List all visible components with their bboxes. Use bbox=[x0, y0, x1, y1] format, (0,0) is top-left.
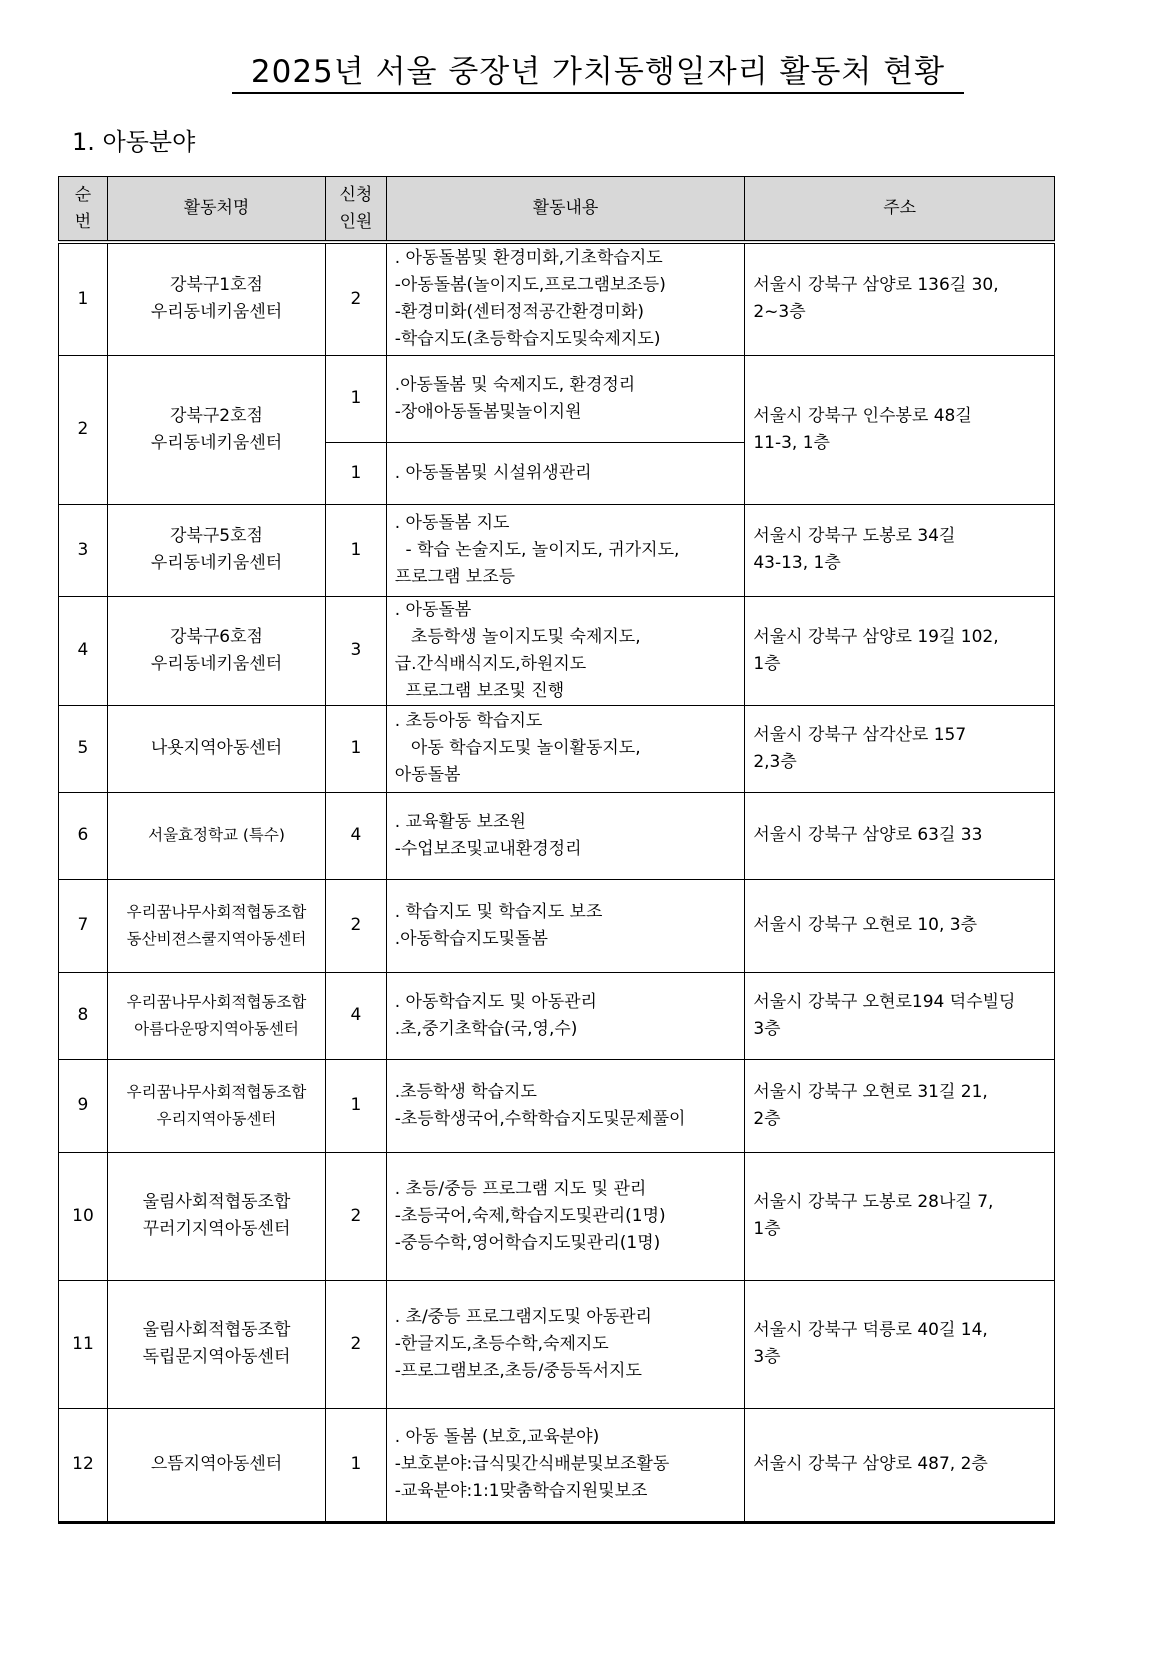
activity-line: -한글지도,초등수학,숙제지도 bbox=[394, 1333, 609, 1354]
address-line: 2,3층 bbox=[753, 751, 797, 772]
address-line: 서울시 강북구 오현로 31길 21, bbox=[753, 1081, 988, 1102]
activity-line: -교육분야:1:1맞춤학습지원및보조 bbox=[394, 1481, 648, 1501]
address-line: 서울시 강북구 오현로194 덕수빌딩 bbox=[753, 991, 1016, 1012]
address-line: 43-13, 1층 bbox=[753, 553, 841, 573]
worksite-name-line: 독립문지역아동센터 bbox=[142, 1347, 291, 1367]
applicant-count bbox=[326, 1408, 387, 1522]
applicant-count bbox=[326, 1059, 387, 1152]
applicant-count bbox=[326, 1280, 387, 1408]
worksite-name-line: 나욧지역아동센터 bbox=[150, 738, 283, 758]
applicant-count bbox=[326, 879, 387, 972]
activity-line: 급.간식배식지도,하원지도 bbox=[394, 653, 587, 674]
worksite-name-line: 강북구1호점 bbox=[170, 275, 263, 296]
activity-line: 초등학생 놀이지도및 숙제지도, bbox=[394, 626, 641, 647]
address-line: 서울시 강북구 삼양로 19길 102, bbox=[753, 626, 999, 647]
worksite-name-line: 우리동네키움센터 bbox=[150, 432, 283, 453]
address-line: 서울시 강북구 오현로 10, 3층 bbox=[753, 915, 977, 935]
applicant-count bbox=[326, 1152, 387, 1280]
worksite-name bbox=[107, 1408, 325, 1522]
worksite-name-line: 우리지역아동센터 bbox=[156, 1109, 277, 1128]
worksite-name-line: 강북구2호점 bbox=[170, 405, 263, 426]
applicant-count-text: 1 bbox=[350, 1454, 362, 1474]
row-number-text: 3 bbox=[77, 539, 89, 560]
activity-description bbox=[386, 355, 745, 442]
worksite-name-line: 우리꿈나무사회적협동조합 bbox=[126, 992, 307, 1011]
row-number-text: 6 bbox=[77, 825, 89, 845]
activity-line: -초등국어,숙제,학습지도및관리(1명) bbox=[394, 1205, 666, 1226]
applicant-count-text: 1 bbox=[350, 1095, 362, 1115]
activity-line: 아동 학습지도및 놀이활동지도, bbox=[394, 738, 641, 758]
activity-line: 프로그램 보조등 bbox=[394, 566, 516, 587]
address bbox=[745, 792, 1055, 879]
address bbox=[745, 1059, 1055, 1152]
header-no-line1: 순 bbox=[74, 184, 92, 205]
worksite-name-line: 으뜸지역아동센터 bbox=[150, 1454, 283, 1474]
table-row bbox=[59, 242, 1055, 355]
address-line: 서울시 강북구 덕릉로 40길 14, bbox=[753, 1320, 988, 1340]
activity-description bbox=[386, 1152, 745, 1280]
activity-line: . 교육활동 보조원 bbox=[394, 811, 526, 832]
activity-line: . 아동돌봄및 시설위생관리 bbox=[394, 462, 592, 483]
row-number bbox=[59, 705, 108, 792]
applicant-count bbox=[326, 504, 387, 596]
activity-description bbox=[386, 596, 745, 705]
table-row bbox=[59, 792, 1055, 879]
header-count bbox=[326, 177, 387, 243]
activity-line: -프로그램보조,초등/중등독서지도 bbox=[394, 1360, 642, 1381]
address-line: 1층 bbox=[753, 1219, 781, 1239]
activity-line: -장애아동돌봄및놀이지원 bbox=[394, 401, 582, 422]
row-number bbox=[59, 1408, 108, 1522]
activity-line: . 아동돌봄 지도 bbox=[394, 512, 510, 533]
activity-line: -중등수학,영어학습지도및관리(1명) bbox=[394, 1232, 661, 1253]
table-row bbox=[59, 504, 1055, 596]
activity-line: -아동돌봄(놀이지도,프로그램보조등) bbox=[394, 275, 666, 296]
activity-line: .아동돌봄 및 숙제지도, 환경정리 bbox=[394, 374, 636, 395]
table-row bbox=[59, 705, 1055, 792]
activity-description bbox=[386, 1059, 745, 1152]
row-number bbox=[59, 242, 108, 355]
table-row bbox=[59, 596, 1055, 705]
address-line: 서울시 강북구 도봉로 28나길 7, bbox=[753, 1192, 994, 1212]
activity-line: -환경미화(센터정적공간환경미화) bbox=[394, 302, 645, 323]
table-body bbox=[59, 242, 1055, 1522]
applicant-count bbox=[326, 442, 387, 504]
worksite-name bbox=[107, 504, 325, 596]
row-number bbox=[59, 1280, 108, 1408]
activity-line: . 학습지도 및 학습지도 보조 bbox=[394, 901, 603, 922]
activity-line: .초,중기초학습(국,영,수) bbox=[394, 1018, 578, 1039]
worksite-name-line: 아름다운땅지역아동센터 bbox=[134, 1019, 299, 1038]
applicant-count bbox=[326, 355, 387, 442]
address-line: 2층 bbox=[753, 1108, 781, 1129]
worksite-name-line: 동산비젼스쿨지역아동센터 bbox=[126, 929, 307, 948]
row-number-text: 11 bbox=[72, 1333, 94, 1354]
activity-description bbox=[386, 792, 745, 879]
row-number-text: 2 bbox=[77, 419, 89, 439]
row-number bbox=[59, 355, 108, 504]
row-number bbox=[59, 972, 108, 1059]
applicant-count-text: 2 bbox=[350, 288, 362, 309]
header-name: 활동처명 bbox=[107, 177, 325, 243]
address bbox=[745, 1152, 1055, 1280]
worksite-name-line: 꾸러기지역아동센터 bbox=[142, 1219, 291, 1239]
worksite-name bbox=[107, 792, 325, 879]
address-line: 2~3층 bbox=[753, 302, 806, 323]
worksite-table bbox=[58, 176, 1055, 1524]
header-count-line2: 인원 bbox=[339, 211, 373, 232]
worksite-name-line: 강북구6호점 bbox=[170, 626, 263, 647]
applicant-count bbox=[326, 705, 387, 792]
address bbox=[745, 504, 1055, 596]
table-row bbox=[59, 972, 1055, 1059]
address-line: 서울시 강북구 삼각산로 157 bbox=[753, 724, 967, 745]
activity-line: .아동학습지도및돌봄 bbox=[394, 928, 548, 949]
applicant-count bbox=[326, 242, 387, 355]
row-number-text: 7 bbox=[77, 915, 89, 935]
applicant-count-text: 1 bbox=[350, 738, 362, 758]
activity-description bbox=[386, 442, 745, 504]
header-address: 주소 bbox=[745, 177, 1055, 243]
applicant-count-text: 3 bbox=[350, 640, 362, 660]
address bbox=[745, 879, 1055, 972]
activity-description bbox=[386, 972, 745, 1059]
table-row bbox=[59, 1280, 1055, 1408]
worksite-name bbox=[107, 1280, 325, 1408]
row-number-text: 8 bbox=[77, 1005, 89, 1025]
activity-line: -초등학생국어,수학학습지도및문제풀이 bbox=[394, 1108, 686, 1129]
row-number-text: 1 bbox=[77, 288, 89, 309]
address-line: 1층 bbox=[753, 653, 781, 674]
worksite-name-line: 울림사회적협동조합 bbox=[142, 1320, 291, 1340]
worksite-name bbox=[107, 355, 325, 504]
address-line: 서울시 강북구 삼양로 63길 33 bbox=[753, 825, 983, 845]
activity-line: . 아동 돌봄 (보호,교육분야) bbox=[394, 1427, 600, 1447]
activity-line: . 아동돌봄및 환경미화,기초학습지도 bbox=[394, 248, 663, 269]
header-no bbox=[59, 177, 108, 243]
activity-line: - 학습 논술지도, 놀이지도, 귀가지도, bbox=[394, 539, 680, 560]
applicant-count bbox=[326, 972, 387, 1059]
title-underline bbox=[232, 92, 964, 94]
address bbox=[745, 1280, 1055, 1408]
activity-line: .초등학생 학습지도 bbox=[394, 1081, 537, 1102]
address bbox=[745, 355, 1055, 504]
worksite-name bbox=[107, 705, 325, 792]
table-row bbox=[59, 1059, 1055, 1152]
table-row bbox=[59, 879, 1055, 972]
worksite-name-line: 강북구5호점 bbox=[170, 526, 263, 546]
row-number-text: 5 bbox=[77, 738, 89, 758]
address-line: 서울시 강북구 인수봉로 48길 bbox=[753, 405, 972, 426]
activity-description bbox=[386, 504, 745, 596]
address-line: 3층 bbox=[753, 1018, 781, 1039]
activity-line: -보호분야:급식및간식배분및보조활동 bbox=[394, 1454, 670, 1474]
address bbox=[745, 705, 1055, 792]
applicant-count-text: 4 bbox=[350, 825, 362, 845]
worksite-name bbox=[107, 1152, 325, 1280]
activity-description bbox=[386, 242, 745, 355]
address-line: 서울시 강북구 삼양로 136길 30, bbox=[753, 275, 999, 296]
row-number bbox=[59, 596, 108, 705]
table-header-row bbox=[59, 177, 1055, 243]
worksite-name-line: 우리동네키움센터 bbox=[150, 653, 283, 674]
applicant-count-text: 2 bbox=[350, 1333, 362, 1354]
address-line: 11-3, 1층 bbox=[753, 432, 830, 453]
row-number-text: 12 bbox=[72, 1454, 94, 1474]
address-line: 서울시 강북구 삼양로 487, 2층 bbox=[753, 1454, 988, 1474]
row-number bbox=[59, 879, 108, 972]
row-number bbox=[59, 792, 108, 879]
activity-description bbox=[386, 1280, 745, 1408]
worksite-name bbox=[107, 1059, 325, 1152]
activity-line: . 초/중등 프로그램지도및 아동관리 bbox=[394, 1306, 652, 1327]
section-heading: 1. 아동분야 bbox=[72, 128, 196, 156]
activity-description bbox=[386, 705, 745, 792]
table-row bbox=[59, 355, 1055, 442]
header-no-line2: 번 bbox=[74, 211, 92, 232]
applicant-count bbox=[326, 792, 387, 879]
applicant-count-text: 1 bbox=[350, 462, 362, 483]
worksite-name bbox=[107, 879, 325, 972]
worksite-name bbox=[107, 972, 325, 1059]
activity-line: . 초등아동 학습지도 bbox=[394, 711, 543, 731]
row-number bbox=[59, 504, 108, 596]
worksite-name-line: 우리동네키움센터 bbox=[150, 553, 283, 573]
applicant-count-text: 4 bbox=[350, 1005, 362, 1025]
applicant-count bbox=[326, 596, 387, 705]
activity-line: -수업보조및교내환경정리 bbox=[394, 838, 582, 859]
address-line: 서울시 강북구 도봉로 34길 bbox=[753, 526, 956, 546]
worksite-name-line: 울림사회적협동조합 bbox=[142, 1192, 291, 1212]
activity-line: . 아동학습지도 및 아동관리 bbox=[394, 991, 597, 1012]
activity-description bbox=[386, 1408, 745, 1522]
address bbox=[745, 972, 1055, 1059]
applicant-count-text: 1 bbox=[350, 388, 362, 408]
row-number-text: 9 bbox=[77, 1095, 89, 1115]
worksite-name-line: 우리꿈나무사회적협동조합 bbox=[126, 902, 307, 921]
row-number bbox=[59, 1059, 108, 1152]
worksite-name-line: 서울효정학교 (특수) bbox=[148, 826, 285, 844]
table-row bbox=[59, 1152, 1055, 1280]
row-number-text: 10 bbox=[72, 1205, 94, 1226]
row-number bbox=[59, 1152, 108, 1280]
activity-line: . 아동돌봄 bbox=[394, 599, 472, 620]
row-number-text: 4 bbox=[77, 640, 89, 660]
worksite-name bbox=[107, 596, 325, 705]
document-title: 2025년 서울 중장년 가치동행일자리 활동처 현황 bbox=[250, 54, 946, 90]
activity-line: . 초등/중등 프로그램 지도 및 관리 bbox=[394, 1178, 647, 1199]
address bbox=[745, 242, 1055, 355]
address-line: 3층 bbox=[753, 1347, 781, 1367]
worksite-name-line: 우리꿈나무사회적협동조합 bbox=[126, 1082, 307, 1101]
header-count-line1: 신청 bbox=[339, 184, 373, 205]
applicant-count-text: 1 bbox=[350, 539, 362, 560]
address bbox=[745, 1408, 1055, 1522]
applicant-count-text: 2 bbox=[350, 915, 362, 935]
table-row bbox=[59, 1408, 1055, 1522]
activity-line: 프로그램 보조및 진행 bbox=[394, 680, 565, 701]
activity-line: -학습지도(초등학습지도및숙제지도) bbox=[394, 329, 661, 350]
activity-description bbox=[386, 879, 745, 972]
applicant-count-text: 2 bbox=[350, 1205, 362, 1226]
address bbox=[745, 596, 1055, 705]
worksite-name bbox=[107, 242, 325, 355]
header-activity: 활동내용 bbox=[386, 177, 745, 243]
activity-line: 아동돌봄 bbox=[394, 765, 461, 785]
worksite-name-line: 우리동네키움센터 bbox=[150, 302, 283, 323]
